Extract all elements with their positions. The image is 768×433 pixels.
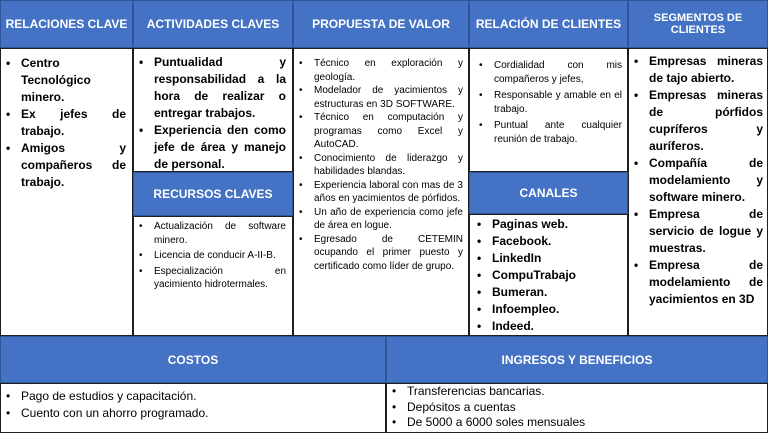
list-item: • Cordialidad con mis compañeros y jefes,: [474, 59, 622, 86]
list-item: • Bumeran.: [472, 284, 622, 301]
list-item: • Técnico en computación y programas como Excel y AutoCAD.: [294, 111, 463, 152]
relacion-clientes-panel: [469, 48, 628, 172]
list-item: • Experiencia den como jefe de área y manejo de personal.: [134, 122, 286, 172]
list-item: • Transferencias bancarias.: [387, 384, 761, 400]
list-item: • Depósitos a cuentas: [387, 400, 761, 416]
segmentos-clientes-panel: [628, 48, 768, 336]
list-item: • Actualización de software minero.: [134, 220, 286, 247]
header-actividades-claves: ACTIVIDADES CLAVES: [133, 0, 293, 48]
list-item: • Puntual ante cualquier reunión de trabajo.: [474, 119, 622, 146]
list-item: • Especialización en yacimiento hidrotermales.: [134, 265, 286, 292]
list-item: • LinkedIn: [472, 250, 622, 267]
ingresos-list: [387, 384, 761, 431]
header-costos: COSTOS: [0, 336, 386, 383]
list-item: • Amigos y compañeros de trabajo.: [1, 140, 126, 191]
list-item: • Conocimiento de liderazgo y habilidades blandas.: [294, 152, 463, 179]
list-item: • Experiencia laboral con mas de 3 años en yacimientos de pórfidos.: [294, 179, 463, 206]
propuesta-valor-list: [294, 57, 463, 273]
relaciones-clave-panel: [0, 48, 133, 336]
header-recursos-claves: RECURSOS CLAVES: [133, 172, 293, 216]
header-propuesta-valor: PROPUESTA DE VALOR: [293, 0, 469, 48]
list-item: • Licencia de conducir A-II-B.: [134, 249, 286, 263]
list-item: • Técnico en exploración y geología.: [294, 57, 463, 84]
propuesta-valor-panel: [293, 48, 469, 336]
list-item: • Modelador de yacimientos y estructuras en 3D SOFTWARE.: [294, 84, 463, 111]
header-relaciones-clave: RELACIONES CLAVE: [0, 0, 133, 48]
header-canales: CANALES: [469, 172, 628, 214]
list-item: • Empresa de servicio de logue y muestras.: [629, 206, 763, 257]
list-item: • CompuTrabajo: [472, 267, 622, 284]
list-item: • Facebook.: [472, 233, 622, 250]
list-item: • Empresas mineras de pórfidos cupríferos y auríferos.: [629, 87, 763, 155]
header-relacion-clientes: RELACIÓN DE CLIENTES: [469, 0, 628, 48]
list-item: • Puntualidad y responsabilidad a la hora de realizar o entregar trabajos.: [134, 54, 286, 122]
costos-panel: [0, 383, 386, 433]
canales-panel: [469, 214, 628, 336]
header-ingresos-beneficios: INGRESOS Y BENEFICIOS: [386, 336, 768, 383]
list-item: • Egresado de CETEMIN ocupando el primer puesto y certificado como líder de grupo.: [294, 233, 463, 274]
list-item: • Un año de experiencia como jefe de área en logue.: [294, 206, 463, 233]
header-segmentos-clientes: SEGMENTOS DE CLIENTES: [628, 0, 768, 48]
list-item: • Paginas web.: [472, 216, 622, 233]
list-item: • Empresas mineras de tajo abierto.: [629, 53, 763, 87]
relaciones-clave-list: [1, 55, 126, 191]
relacion-clientes-list: [474, 59, 622, 146]
list-item: • Ex jefes de trabajo.: [1, 106, 126, 140]
list-item: • Indeed.: [472, 318, 622, 335]
list-item: • Infoempleo.: [472, 301, 622, 318]
list-item: • Cuento con un ahorro programado.: [1, 405, 379, 422]
list-item: • Centro Tecnológico minero.: [1, 55, 126, 106]
list-item: • Compañía de modelamiento y software minero.: [629, 155, 763, 206]
actividades-claves-panel: [133, 48, 293, 172]
segmentos-clientes-list: [629, 53, 763, 308]
list-item: • Pago de estudios y capacitación.: [1, 388, 379, 405]
recursos-claves-list: [134, 220, 286, 292]
list-item: • De 5000 a 6000 soles mensuales: [387, 415, 761, 431]
list-item: • Empresa de modelamiento de yacimientos en 3D: [629, 257, 763, 308]
ingresos-panel: [386, 383, 768, 433]
costos-list: [1, 388, 379, 422]
recursos-claves-panel: [133, 216, 293, 336]
list-item: • Responsable y amable en el trabajo.: [474, 89, 622, 116]
actividades-claves-list: [134, 54, 286, 172]
canales-list: [472, 216, 622, 335]
